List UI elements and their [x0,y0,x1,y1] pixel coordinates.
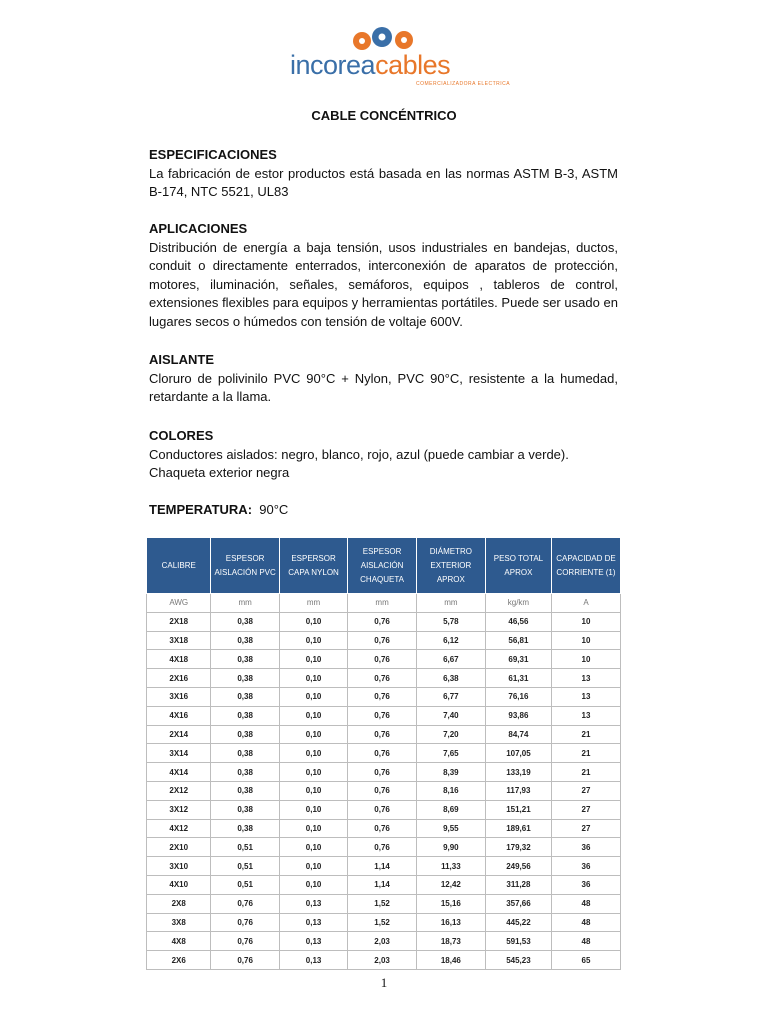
table-cell: 3X10 [147,857,211,876]
temperature-line [149,502,288,517]
table-cell: 0,76 [348,706,416,725]
table-cell: 0,10 [279,781,348,800]
table-cell: 189,61 [485,819,551,838]
unit-cell: AWG [147,594,211,613]
table-row [147,612,621,631]
table-row [147,819,621,838]
table-cell: 27 [551,781,620,800]
table-cell: 117,93 [485,781,551,800]
table-row [147,932,621,951]
table-cell: 0,51 [211,838,279,857]
page-number: 1 [380,975,388,990]
table-cell: 249,56 [485,857,551,876]
header-cell: CALIBRE [147,538,211,594]
table-cell: 0,76 [348,669,416,688]
table-cell: 0,13 [279,932,348,951]
table-cell: 8,39 [416,763,485,782]
table-cell: 65 [551,951,620,970]
table-cell: 36 [551,857,620,876]
table-cell: 0,38 [211,706,279,725]
cable-reels-icon [352,26,422,52]
table-cell: 0,76 [348,631,416,650]
table-cell: 1,52 [348,894,416,913]
section-heading: COLORES [149,428,214,443]
table-cell: 591,53 [485,932,551,951]
section-text: Chaqueta exterior negra [149,465,290,481]
table-row [147,875,621,894]
section-text: Distribución de energía a baja tensión, usos industriales en bandejas, ductos, conduit o directamente enterrados, interconexión de aparatos de protección, motores, iluminación, señales, semáforos, equipos , tableros de control, extensiones flexibles para equipos y herramientas portátiles. Puede ser usado en lugares secos o húmedos con tensión de voltaje 600V. [149,239,618,329]
unit-cell: mm [211,594,279,613]
table-cell: 0,76 [211,913,279,932]
table-cell: 5,78 [416,612,485,631]
table-cell: 0,38 [211,650,279,669]
table-cell: 0,38 [211,612,279,631]
table-cell: 2X8 [147,894,211,913]
table-cell: 36 [551,875,620,894]
table-header-row [147,538,621,594]
section-heading: AISLANTE [149,352,214,367]
table-cell: 0,76 [348,800,416,819]
table-cell: 0,10 [279,838,348,857]
section-aislante [149,351,618,407]
table-cell: 6,38 [416,669,485,688]
table-cell: 0,10 [279,631,348,650]
table-row [147,913,621,932]
table-cell: 3X8 [147,913,211,932]
table-cell: 2X10 [147,838,211,857]
table-row [147,631,621,650]
table-cell: 545,23 [485,951,551,970]
table-cell: 13 [551,706,620,725]
table-cell: 0,38 [211,631,279,650]
section-text: La fabricación de estor productos está basada en las normas ASTM B-3, ASTM B-174, NTC 5521, UL83 [149,165,618,200]
table-cell: 0,76 [211,894,279,913]
table-cell: 0,38 [211,669,279,688]
table-cell: 0,38 [211,781,279,800]
table-cell: 1,14 [348,857,416,876]
table-cell: 0,10 [279,875,348,894]
table-cell: 4X18 [147,650,211,669]
table-cell: 0,76 [348,763,416,782]
table-row [147,650,621,669]
table-cell: 0,10 [279,669,348,688]
table-cell: 3X14 [147,744,211,763]
table-cell: 48 [551,932,620,951]
table-cell: 0,10 [279,763,348,782]
table-cell: 18,73 [416,932,485,951]
table-cell: 16,13 [416,913,485,932]
table-row [147,706,621,725]
specs-table [146,537,621,970]
table-cell: 21 [551,744,620,763]
table-cell: 445,22 [485,913,551,932]
table-cell: 2X14 [147,725,211,744]
table-cell: 56,81 [485,631,551,650]
table-cell: 15,16 [416,894,485,913]
section-heading: ESPECIFICACIONES [149,147,277,162]
table-cell: 133,19 [485,763,551,782]
table-cell: 0,38 [211,744,279,763]
table-cell: 8,16 [416,781,485,800]
table-cell: 21 [551,725,620,744]
table-cell: 3X12 [147,800,211,819]
table-cell: 48 [551,913,620,932]
table-cell: 0,76 [348,687,416,706]
table-cell: 46,56 [485,612,551,631]
table-cell: 0,51 [211,857,279,876]
table-cell: 4X14 [147,763,211,782]
table-cell: 0,76 [348,819,416,838]
section-text: Cloruro de polivinilo PVC 90°C + Nylon, PVC 90°C, resistente a la humedad, retardante a la llama. [149,370,618,405]
table-cell: 10 [551,612,620,631]
section-especificaciones [149,146,618,202]
table-cell: 10 [551,631,620,650]
section-colores [149,427,618,483]
table-cell: 0,13 [279,913,348,932]
section-heading: APLICACIONES [149,221,248,236]
table-cell: 93,86 [485,706,551,725]
table-cell: 2,03 [348,932,416,951]
table-cell: 0,76 [348,781,416,800]
table-row [147,781,621,800]
table-cell: 3X16 [147,687,211,706]
table-cell: 0,76 [348,725,416,744]
table-cell: 13 [551,687,620,706]
table-cell: 3X18 [147,631,211,650]
logo-tagline: COMERCIALIZADORA ELECTRICA [416,81,511,87]
table-cell: 0,76 [348,744,416,763]
table-row [147,763,621,782]
table-cell: 1,52 [348,913,416,932]
table-cell: 0,76 [348,838,416,857]
table-cell: 0,13 [279,894,348,913]
table-cell: 0,38 [211,763,279,782]
table-cell: 27 [551,800,620,819]
table-cell: 0,10 [279,857,348,876]
table-cell: 0,76 [211,932,279,951]
table-cell: 2,03 [348,951,416,970]
table-cell: 1,14 [348,875,416,894]
table-cell: 8,69 [416,800,485,819]
table-cell: 0,10 [279,687,348,706]
table-cell: 4X12 [147,819,211,838]
company-logo [290,26,511,88]
table-cell: 6,67 [416,650,485,669]
table-cell: 311,28 [485,875,551,894]
table-row [147,951,621,970]
table-cell: 0,10 [279,744,348,763]
header-cell: CAPACIDAD DE CORRIENTE (1) [551,538,620,594]
table-cell: 357,66 [485,894,551,913]
table-cell: 7,20 [416,725,485,744]
table-row [147,838,621,857]
table-cell: 0,10 [279,706,348,725]
table-cell: 0,38 [211,819,279,838]
header-cell: ESPESOR AISLACIÓN CHAQUETA [348,538,416,594]
table-cell: 13 [551,669,620,688]
table-cell: 2X16 [147,669,211,688]
table-cell: 0,10 [279,612,348,631]
unit-cell: mm [279,594,348,613]
table-cell: 2X18 [147,612,211,631]
table-cell: 7,65 [416,744,485,763]
table-row [147,894,621,913]
table-cell: 6,77 [416,687,485,706]
table-cell: 61,31 [485,669,551,688]
temperature-label: TEMPERATURA: [149,502,253,517]
table-cell: 0,38 [211,800,279,819]
table-row [147,857,621,876]
table-cell: 0,10 [279,650,348,669]
table-cell: 21 [551,763,620,782]
table-row [147,800,621,819]
table-cell: 0,76 [211,951,279,970]
table-row [147,725,621,744]
document-title: CABLE CONCÉNTRICO [311,108,457,123]
table-cell: 11,33 [416,857,485,876]
table-cell: 0,51 [211,875,279,894]
table-cell: 0,38 [211,687,279,706]
table-row [147,744,621,763]
table-cell: 0,10 [279,819,348,838]
table-cell: 179,32 [485,838,551,857]
table-cell: 0,76 [348,650,416,669]
table-cell: 2X6 [147,951,211,970]
table-cell: 84,74 [485,725,551,744]
table-cell: 6,12 [416,631,485,650]
table-cell: 9,90 [416,838,485,857]
table-cell: 0,10 [279,725,348,744]
section-text: Conductores aislados: negro, blanco, rojo, azul (puede cambiar a verde). [149,446,569,462]
table-cell: 18,46 [416,951,485,970]
header-cell: DIÁMETRO EXTERIOR APROX [416,538,485,594]
table-cell: 4X8 [147,932,211,951]
temperature-value: 90°C [259,502,289,517]
table-cell: 27 [551,819,620,838]
header-cell: PESO TOTAL APROX [485,538,551,594]
unit-cell: kg/km [485,594,551,613]
table-cell: 2X12 [147,781,211,800]
table-cell: 36 [551,838,620,857]
table-row [147,687,621,706]
table-cell: 76,16 [485,687,551,706]
table-cell: 10 [551,650,620,669]
unit-cell: A [551,594,620,613]
table-cell: 69,31 [485,650,551,669]
header-cell: ESPERSOR CAPA NYLON [279,538,348,594]
table-cell: 107,05 [485,744,551,763]
table-row [147,669,621,688]
table-cell: 7,40 [416,706,485,725]
table-cell: 4X10 [147,875,211,894]
section-aplicaciones [149,220,618,332]
table-cell: 4X16 [147,706,211,725]
logo-wordmark: incoreacables [290,50,451,80]
table-cell: 48 [551,894,620,913]
unit-cell: mm [348,594,416,613]
table-cell: 12,42 [416,875,485,894]
table-cell: 9,55 [416,819,485,838]
table-cell: 0,13 [279,951,348,970]
unit-cell: mm [416,594,485,613]
units-row [147,594,621,613]
table-cell: 0,38 [211,725,279,744]
table-cell: 0,10 [279,800,348,819]
header-cell: ESPESOR AISLACIÓN PVC [211,538,279,594]
table-cell: 0,76 [348,612,416,631]
table-cell: 151,21 [485,800,551,819]
